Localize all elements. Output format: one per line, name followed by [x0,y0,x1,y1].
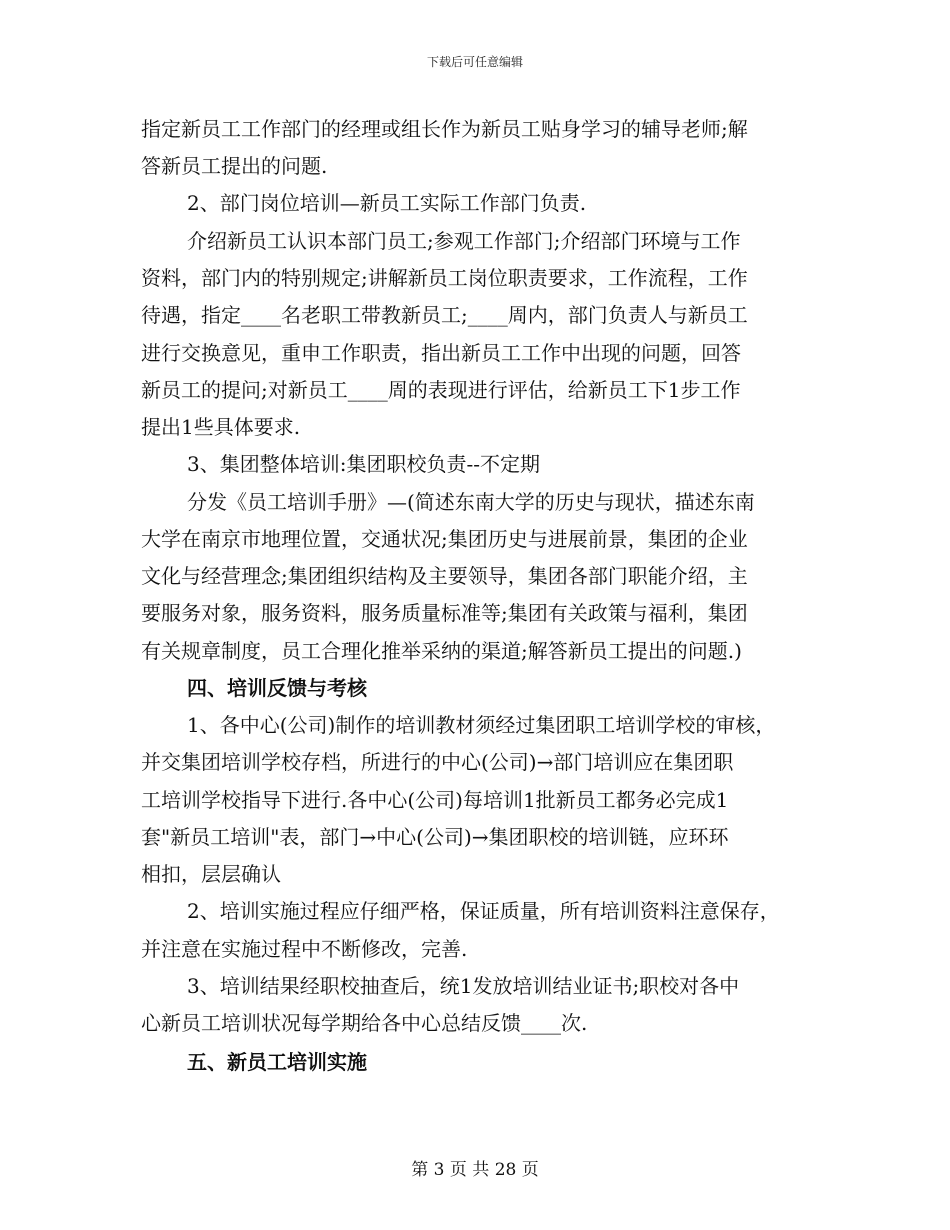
paragraph-line: 工培训学校指导下进行.各中心(公司)每培训1批新员工都务必完成1 [141,788,729,812]
page-number: 第 3 页 共 28 页 [411,1160,539,1180]
paragraph-line: 并注意在实施过程中不断修改，完善. [141,937,468,961]
paragraph-line: 有关规章制度，员工合理化推举采纳的渠道;解答新员工提出的问题.) [141,639,742,663]
section-item-heading: 2、部门岗位培训—新员工实际工作部门负责. [187,191,587,215]
paragraph-line: 资料，部门内的特别规定;讲解新员工岗位职责要求，工作流程，工作 [141,266,748,290]
paragraph-line: 答新员工提出的问题. [141,154,328,178]
paragraph-line: 待遇，指定____名老职工带教新员工;____周内，部门负责人与新员工 [141,303,748,327]
section-heading: 四、培训反馈与考核 [187,676,367,700]
paragraph-line: 分发《员工培训手册》—(简述东南大学的历史与现状，描述东南 [187,490,755,514]
page-header: 下载后可任意编辑 [426,55,523,69]
section-item-heading: 2、培训实施过程应仔细严格，保证质量，所有培训资料注意保存， [187,899,780,923]
paragraph-line: 文化与经营理念;集团组织结构及主要领导，集团各部门职能介绍，主 [141,564,748,588]
paragraph-line: 进行交换意见，重申工作职责，指出新员工工作中出现的问题，回答 [141,341,741,365]
paragraph-line: 心新员工培训状况每学期给各中心总结反馈____次. [141,1011,588,1035]
paragraph-line: 大学在南京市地理位置，交通状况;集团历史与进展前景，集团的企业 [141,527,748,551]
paragraph-line: 介绍新员工认识本部门员工;参观工作部门;介绍部门环境与工作 [187,229,741,253]
section-item-heading: 3、集团整体培训:集团职校负责--不定期 [187,452,540,476]
paragraph-line: 套"新员工培训"表，部门→中心(公司)→集团职校的培训链，应环环 [141,825,729,849]
section-item-heading: 3、培训结果经职校抽查后，统1发放培训结业证书;职校对各中 [187,974,740,998]
paragraph-line: 指定新员工工作部门的经理或组长作为新员工贴身学习的辅导老师;解 [141,117,748,141]
paragraph-line: 提出1些具体要求. [141,415,301,439]
paragraph-line: 新员工的提问;对新员工____周的表现进行评估，给新员工下1步工作 [141,378,741,402]
paragraph-line: 1、各中心(公司)制作的培训教材须经过集团职工培训学校的审核， [187,713,776,737]
paragraph-line: 并交集团培训学校存档，所进行的中心(公司)→部门培训应在集团职 [141,750,734,774]
paragraph-line: 要服务对象，服务资料，服务质量标准等;集团有关政策与福利，集团 [141,601,748,625]
paragraph-line: 相扣，层层确认 [141,862,281,886]
section-heading: 五、新员工培训实施 [187,1050,367,1074]
